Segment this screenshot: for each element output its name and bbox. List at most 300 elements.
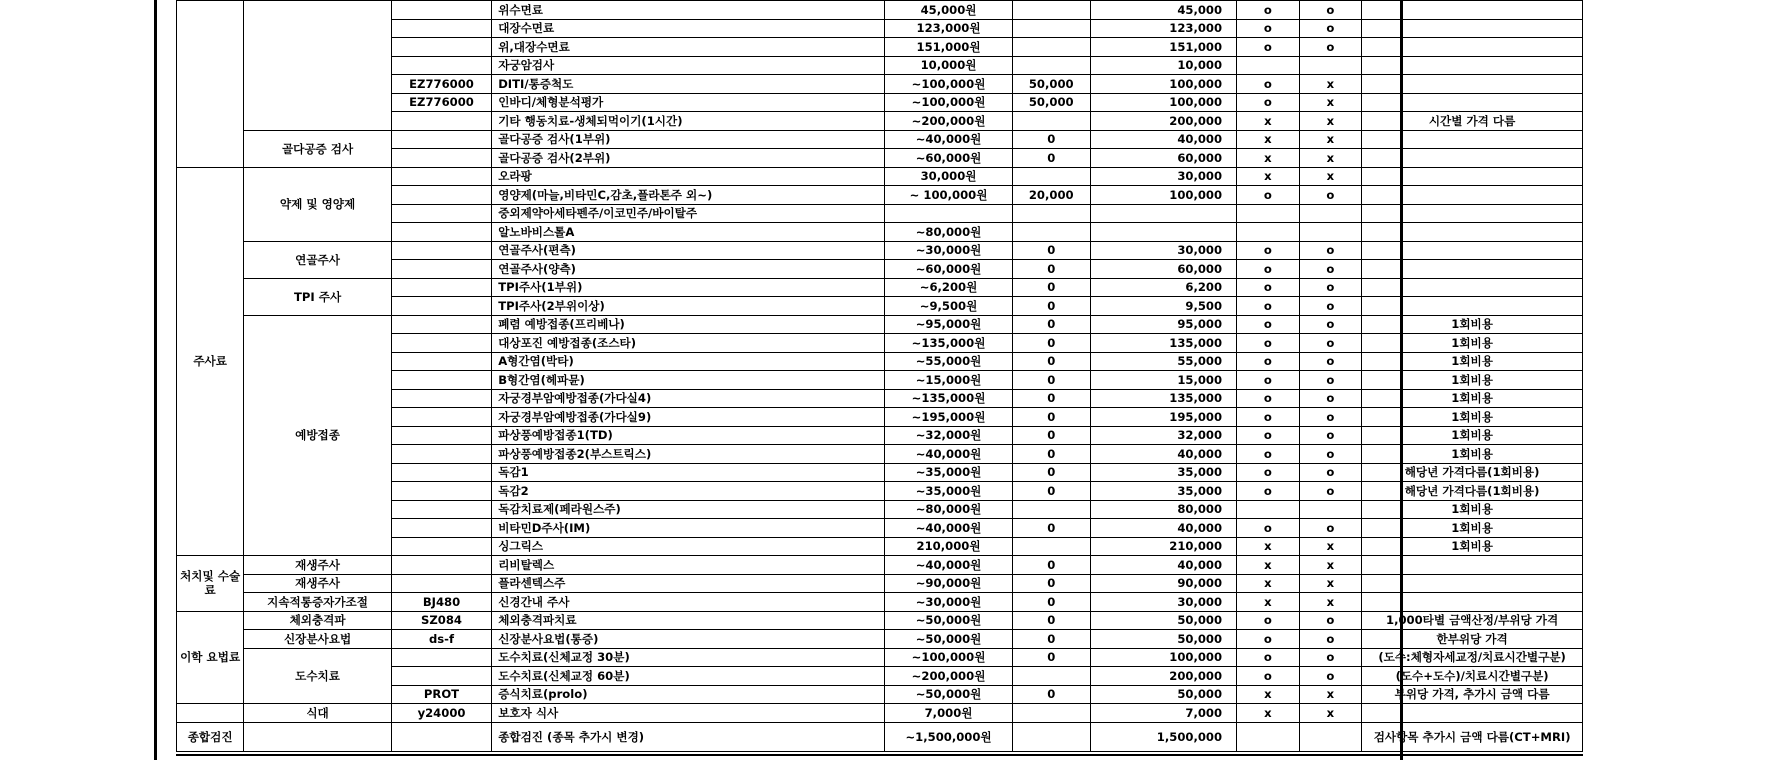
- insured-amount-cell: 0: [1012, 297, 1090, 316]
- note-cell: 1회비용: [1362, 334, 1583, 353]
- code-cell: ds-f: [391, 630, 491, 649]
- price-cell: ~90,000원: [885, 574, 1012, 593]
- note-cell: [1362, 167, 1583, 186]
- note-cell: 시간별 가격 다름: [1362, 112, 1583, 131]
- subcategory-cell: 연골주사: [244, 241, 392, 278]
- total-cell: 30,000: [1090, 167, 1236, 186]
- insured-amount-cell: [1012, 667, 1090, 686]
- item-name-cell: 도수치료(신체교정 60분): [492, 667, 885, 686]
- price-cell: 30,000원: [885, 167, 1012, 186]
- mark-b-cell: o: [1299, 278, 1362, 297]
- item-name-cell: 증식치료(prolo): [492, 685, 885, 704]
- mark-b-cell: o: [1299, 260, 1362, 279]
- code-cell: [391, 426, 491, 445]
- insured-amount-cell: 0: [1012, 685, 1090, 704]
- insured-amount-cell: [1012, 223, 1090, 242]
- note-cell: 1회비용: [1362, 389, 1583, 408]
- insured-amount-cell: 0: [1012, 611, 1090, 630]
- code-cell: [391, 648, 491, 667]
- code-cell: [391, 149, 491, 168]
- mark-a-cell: [1237, 722, 1300, 751]
- total-cell: 6,200: [1090, 278, 1236, 297]
- insured-amount-cell: [1012, 167, 1090, 186]
- insured-amount-cell: 0: [1012, 389, 1090, 408]
- note-cell: 1회비용: [1362, 537, 1583, 556]
- total-cell: 45,000: [1090, 1, 1236, 20]
- subcategory-cell: [244, 1, 392, 131]
- insured-amount-cell: 0: [1012, 593, 1090, 612]
- item-name-cell: 독감1: [492, 463, 885, 482]
- code-cell: EZ776000: [391, 93, 491, 112]
- insured-amount-cell: 0: [1012, 574, 1090, 593]
- mark-a-cell: x: [1237, 704, 1300, 723]
- item-name-cell: 체외충격파치료: [492, 611, 885, 630]
- price-cell: ~60,000원: [885, 260, 1012, 279]
- total-cell: 95,000: [1090, 315, 1236, 334]
- fee-table-sheet: [176, 0, 1583, 752]
- mark-a-cell: o: [1237, 19, 1300, 38]
- code-cell: [391, 223, 491, 242]
- price-cell: ~1,500,000원: [885, 722, 1012, 751]
- total-cell: 40,000: [1090, 445, 1236, 464]
- insured-amount-cell: [1012, 38, 1090, 57]
- mark-b-cell: o: [1299, 519, 1362, 538]
- insured-amount-cell: [1012, 704, 1090, 723]
- note-cell: [1362, 297, 1583, 316]
- price-cell: 151,000원: [885, 38, 1012, 57]
- insured-amount-cell: [1012, 56, 1090, 75]
- item-name-cell: 신경간내 주사: [492, 593, 885, 612]
- fee-row: [177, 241, 1583, 260]
- note-cell: [1362, 556, 1583, 575]
- mark-b-cell: x: [1299, 593, 1362, 612]
- non-covered-fee-table: [176, 0, 1583, 752]
- total-cell: 30,000: [1090, 241, 1236, 260]
- fee-row: [177, 574, 1583, 593]
- mark-b-cell: x: [1299, 685, 1362, 704]
- item-name-cell: 대상포진 예방접종(조스타): [492, 334, 885, 353]
- mark-a-cell: o: [1237, 278, 1300, 297]
- item-name-cell: 독감치료제(페라원스주): [492, 500, 885, 519]
- item-name-cell: 연골주사(편측): [492, 241, 885, 260]
- note-cell: 1회비용: [1362, 371, 1583, 390]
- insured-amount-cell: [1012, 1, 1090, 20]
- mark-b-cell: o: [1299, 408, 1362, 427]
- total-cell: 100,000: [1090, 648, 1236, 667]
- price-cell: ~6,200원: [885, 278, 1012, 297]
- subcategory-cell: 재생주사: [244, 574, 392, 593]
- category-cell: 처치및 수술료: [177, 556, 244, 612]
- mark-b-cell: o: [1299, 352, 1362, 371]
- item-name-cell: 리비탈렉스: [492, 556, 885, 575]
- mark-a-cell: x: [1237, 149, 1300, 168]
- mark-b-cell: o: [1299, 297, 1362, 316]
- price-cell: ~135,000원: [885, 389, 1012, 408]
- note-cell: [1362, 149, 1583, 168]
- total-cell: 40,000: [1090, 556, 1236, 575]
- price-cell: ~60,000원: [885, 149, 1012, 168]
- note-cell: [1362, 56, 1583, 75]
- total-cell: 50,000: [1090, 611, 1236, 630]
- mark-b-cell: o: [1299, 463, 1362, 482]
- fee-row: [177, 315, 1583, 334]
- price-cell: 123,000원: [885, 19, 1012, 38]
- note-cell: 부위당 가격, 추가시 금액 다름: [1362, 685, 1583, 704]
- mark-b-cell: o: [1299, 38, 1362, 57]
- code-cell: [391, 445, 491, 464]
- mark-a-cell: o: [1237, 445, 1300, 464]
- code-cell: [391, 389, 491, 408]
- note-cell: 1회비용: [1362, 426, 1583, 445]
- total-cell: 195,000: [1090, 408, 1236, 427]
- note-cell: 검사항목 추가시 금액 다름(CT+MRI): [1362, 722, 1583, 751]
- note-cell: [1362, 260, 1583, 279]
- note-cell: [1362, 574, 1583, 593]
- total-cell: 60,000: [1090, 260, 1236, 279]
- mark-a-cell: o: [1237, 426, 1300, 445]
- code-cell: PROT: [391, 685, 491, 704]
- price-cell: ~135,000원: [885, 334, 1012, 353]
- mark-a-cell: o: [1237, 38, 1300, 57]
- mark-b-cell: [1299, 722, 1362, 751]
- subcategory-cell: 식대: [244, 704, 392, 723]
- item-name-cell: 위,대장수면료: [492, 38, 885, 57]
- note-cell: 1회비용: [1362, 445, 1583, 464]
- insured-amount-cell: 0: [1012, 408, 1090, 427]
- total-cell: 80,000: [1090, 500, 1236, 519]
- price-cell: ~50,000원: [885, 611, 1012, 630]
- mark-b-cell: o: [1299, 630, 1362, 649]
- total-cell: 200,000: [1090, 667, 1236, 686]
- price-cell: ~200,000원: [885, 112, 1012, 131]
- code-cell: [391, 112, 491, 131]
- code-cell: [391, 556, 491, 575]
- note-cell: 해당년 가격다름(1회비용): [1362, 482, 1583, 501]
- price-cell: ~55,000원: [885, 352, 1012, 371]
- mark-a-cell: x: [1237, 574, 1300, 593]
- total-cell: 35,000: [1090, 482, 1236, 501]
- mark-a-cell: o: [1237, 648, 1300, 667]
- mark-a-cell: o: [1237, 408, 1300, 427]
- note-cell: 1회비용: [1362, 408, 1583, 427]
- category-cell: [177, 1, 244, 168]
- mark-a-cell: o: [1237, 315, 1300, 334]
- note-cell: [1362, 241, 1583, 260]
- total-cell: 35,000: [1090, 463, 1236, 482]
- code-cell: EZ776000: [391, 75, 491, 94]
- code-cell: [391, 371, 491, 390]
- mark-b-cell: x: [1299, 149, 1362, 168]
- mark-a-cell: o: [1237, 463, 1300, 482]
- code-cell: [391, 241, 491, 260]
- item-name-cell: 폐렴 예방접종(프리베나): [492, 315, 885, 334]
- mark-a-cell: o: [1237, 611, 1300, 630]
- mark-a-cell: [1237, 204, 1300, 223]
- price-cell: ~95,000원: [885, 315, 1012, 334]
- insured-amount-cell: 50,000: [1012, 93, 1090, 112]
- mark-a-cell: o: [1237, 93, 1300, 112]
- total-cell: 40,000: [1090, 519, 1236, 538]
- mark-a-cell: o: [1237, 75, 1300, 94]
- item-name-cell: 비타민D주사(IM): [492, 519, 885, 538]
- price-cell: ~100,000원: [885, 648, 1012, 667]
- price-cell: ~35,000원: [885, 463, 1012, 482]
- insured-amount-cell: 0: [1012, 426, 1090, 445]
- mark-b-cell: [1299, 500, 1362, 519]
- mark-b-cell: x: [1299, 537, 1362, 556]
- mark-b-cell: o: [1299, 315, 1362, 334]
- mark-b-cell: o: [1299, 241, 1362, 260]
- code-cell: [391, 519, 491, 538]
- mark-a-cell: o: [1237, 371, 1300, 390]
- price-cell: 210,000원: [885, 537, 1012, 556]
- code-cell: [391, 297, 491, 316]
- total-cell: 1,500,000: [1090, 722, 1236, 751]
- insured-amount-cell: 0: [1012, 556, 1090, 575]
- insured-amount-cell: [1012, 204, 1090, 223]
- insured-amount-cell: 0: [1012, 149, 1090, 168]
- code-cell: [391, 574, 491, 593]
- total-cell: 90,000: [1090, 574, 1236, 593]
- total-cell: 10,000: [1090, 56, 1236, 75]
- insured-amount-cell: 0: [1012, 630, 1090, 649]
- code-cell: [391, 667, 491, 686]
- item-name-cell: 독감2: [492, 482, 885, 501]
- item-name-cell: 영양제(마늘,비타민C,감초,플라톤주 외~): [492, 186, 885, 205]
- insured-amount-cell: 0: [1012, 648, 1090, 667]
- fee-row: [177, 648, 1583, 667]
- total-cell: 100,000: [1090, 75, 1236, 94]
- fee-row: [177, 278, 1583, 297]
- item-name-cell: 인바디/체형분석평가: [492, 93, 885, 112]
- insured-amount-cell: 0: [1012, 260, 1090, 279]
- mark-a-cell: o: [1237, 334, 1300, 353]
- subcategory-cell: 체외충격파: [244, 611, 392, 630]
- total-cell: 30,000: [1090, 593, 1236, 612]
- note-cell: [1362, 1, 1583, 20]
- note-cell: 1,000타별 금액산정/부위당 가격: [1362, 611, 1583, 630]
- total-cell: 60,000: [1090, 149, 1236, 168]
- insured-amount-cell: [1012, 537, 1090, 556]
- code-cell: [391, 186, 491, 205]
- item-name-cell: 중외제약아세타펜주/이코민주/바이탈주: [492, 204, 885, 223]
- insured-amount-cell: 0: [1012, 445, 1090, 464]
- insured-amount-cell: 0: [1012, 482, 1090, 501]
- insured-amount-cell: [1012, 19, 1090, 38]
- mark-a-cell: o: [1237, 241, 1300, 260]
- code-cell: [391, 482, 491, 501]
- mark-b-cell: x: [1299, 75, 1362, 94]
- insured-amount-cell: 20,000: [1012, 186, 1090, 205]
- total-cell: 100,000: [1090, 186, 1236, 205]
- price-cell: ~30,000원: [885, 241, 1012, 260]
- subcategory-cell: 신장분사요법: [244, 630, 392, 649]
- item-name-cell: 기타 행동치료-생체되먹이기(1시간): [492, 112, 885, 131]
- item-name-cell: 오라팡: [492, 167, 885, 186]
- insured-amount-cell: 0: [1012, 463, 1090, 482]
- subcategory-cell: 도수치료: [244, 648, 392, 704]
- total-cell: 200,000: [1090, 112, 1236, 131]
- mark-b-cell: o: [1299, 426, 1362, 445]
- code-cell: [391, 38, 491, 57]
- price-cell: 10,000원: [885, 56, 1012, 75]
- code-cell: [391, 315, 491, 334]
- mark-b-cell: o: [1299, 648, 1362, 667]
- total-cell: 100,000: [1090, 93, 1236, 112]
- price-cell: [885, 204, 1012, 223]
- fee-row: [177, 1, 1583, 20]
- category-cell: [177, 704, 244, 723]
- mark-b-cell: [1299, 223, 1362, 242]
- mark-a-cell: x: [1237, 537, 1300, 556]
- code-cell: [391, 500, 491, 519]
- total-cell: 50,000: [1090, 685, 1236, 704]
- subcategory-cell: 약제 및 영양제: [244, 167, 392, 241]
- insured-amount-cell: 50,000: [1012, 75, 1090, 94]
- total-cell: 55,000: [1090, 352, 1236, 371]
- total-cell: 50,000: [1090, 630, 1236, 649]
- fee-row: [177, 722, 1583, 751]
- item-name-cell: TPI주사(2부위이상): [492, 297, 885, 316]
- total-cell: 15,000: [1090, 371, 1236, 390]
- mark-a-cell: o: [1237, 667, 1300, 686]
- fee-row: [177, 704, 1583, 723]
- item-name-cell: TPI주사(1부위): [492, 278, 885, 297]
- item-name-cell: A형간염(박타): [492, 352, 885, 371]
- total-cell: 210,000: [1090, 537, 1236, 556]
- mark-a-cell: o: [1237, 186, 1300, 205]
- price-cell: ~40,000원: [885, 519, 1012, 538]
- subcategory-cell: 예방접종: [244, 315, 392, 556]
- code-cell: [391, 167, 491, 186]
- price-cell: ~200,000원: [885, 667, 1012, 686]
- mark-a-cell: [1237, 500, 1300, 519]
- code-cell: [391, 463, 491, 482]
- fee-row: [177, 593, 1583, 612]
- mark-a-cell: o: [1237, 630, 1300, 649]
- note-cell: 1회비용: [1362, 352, 1583, 371]
- total-cell: 9,500: [1090, 297, 1236, 316]
- note-cell: [1362, 38, 1583, 57]
- total-cell: [1090, 204, 1236, 223]
- price-cell: 45,000원: [885, 1, 1012, 20]
- insured-amount-cell: 0: [1012, 352, 1090, 371]
- price-cell: ~50,000원: [885, 630, 1012, 649]
- code-cell: [391, 352, 491, 371]
- total-cell: 7,000: [1090, 704, 1236, 723]
- code-cell: [391, 537, 491, 556]
- note-cell: (도수:체형자세교정/치료시간별구분): [1362, 648, 1583, 667]
- mark-b-cell: o: [1299, 667, 1362, 686]
- mark-b-cell: [1299, 56, 1362, 75]
- fee-row: [177, 167, 1583, 186]
- total-cell: 151,000: [1090, 38, 1236, 57]
- code-cell: [391, 204, 491, 223]
- price-cell: ~80,000원: [885, 223, 1012, 242]
- fee-row: [177, 556, 1583, 575]
- mark-b-cell: [1299, 204, 1362, 223]
- note-cell: 해당년 가격다름(1회비용): [1362, 463, 1583, 482]
- note-cell: [1362, 75, 1583, 94]
- mark-a-cell: x: [1237, 130, 1300, 149]
- note-cell: 1회비용: [1362, 315, 1583, 334]
- mark-b-cell: o: [1299, 186, 1362, 205]
- subcategory-cell: [244, 722, 392, 751]
- price-cell: ~15,000원: [885, 371, 1012, 390]
- mark-a-cell: x: [1237, 685, 1300, 704]
- mark-b-cell: o: [1299, 611, 1362, 630]
- price-cell: ~32,000원: [885, 426, 1012, 445]
- price-cell: 7,000원: [885, 704, 1012, 723]
- mark-b-cell: o: [1299, 482, 1362, 501]
- item-name-cell: 종합검진 (종목 추가시 변경): [492, 722, 885, 751]
- category-cell: 이학 요법료: [177, 611, 244, 704]
- mark-a-cell: o: [1237, 297, 1300, 316]
- code-cell: [391, 19, 491, 38]
- code-cell: [391, 56, 491, 75]
- item-name-cell: 자궁경부암예방접종(가다실9): [492, 408, 885, 427]
- price-cell: ~40,000원: [885, 130, 1012, 149]
- note-cell: [1362, 186, 1583, 205]
- note-cell: [1362, 93, 1583, 112]
- mark-a-cell: [1237, 223, 1300, 242]
- code-cell: [391, 722, 491, 751]
- mark-b-cell: x: [1299, 112, 1362, 131]
- mark-b-cell: o: [1299, 19, 1362, 38]
- item-name-cell: B형간염(헤파뮨): [492, 371, 885, 390]
- mark-a-cell: x: [1237, 593, 1300, 612]
- note-cell: [1362, 19, 1583, 38]
- code-cell: [391, 408, 491, 427]
- left-page-border: [154, 0, 157, 760]
- subcategory-cell: 골다공증 검사: [244, 130, 392, 167]
- code-cell: y24000: [391, 704, 491, 723]
- item-name-cell: 파상풍예방접종2(부스트릭스): [492, 445, 885, 464]
- price-cell: ~40,000원: [885, 445, 1012, 464]
- mark-a-cell: o: [1237, 1, 1300, 20]
- note-cell: [1362, 278, 1583, 297]
- note-cell: [1362, 130, 1583, 149]
- note-cell: 1회비용: [1362, 519, 1583, 538]
- insured-amount-cell: 0: [1012, 519, 1090, 538]
- fee-row: [177, 630, 1583, 649]
- item-name-cell: 골다공증 검사(2부위): [492, 149, 885, 168]
- insured-amount-cell: [1012, 112, 1090, 131]
- fee-row: [177, 611, 1583, 630]
- item-name-cell: 싱그릭스: [492, 537, 885, 556]
- total-cell: 123,000: [1090, 19, 1236, 38]
- table-bottom-border: [176, 754, 1583, 756]
- note-cell: [1362, 704, 1583, 723]
- mark-a-cell: o: [1237, 260, 1300, 279]
- mark-a-cell: x: [1237, 112, 1300, 131]
- mark-b-cell: x: [1299, 574, 1362, 593]
- total-cell: 40,000: [1090, 130, 1236, 149]
- price-cell: ~9,500원: [885, 297, 1012, 316]
- price-cell: ~40,000원: [885, 556, 1012, 575]
- code-cell: [391, 334, 491, 353]
- insured-amount-cell: [1012, 500, 1090, 519]
- total-cell: 32,000: [1090, 426, 1236, 445]
- price-cell: ~30,000원: [885, 593, 1012, 612]
- fee-row: [177, 130, 1583, 149]
- mark-a-cell: o: [1237, 389, 1300, 408]
- price-cell: ~ 100,000원: [885, 186, 1012, 205]
- total-cell: [1090, 223, 1236, 242]
- code-cell: [391, 278, 491, 297]
- mark-b-cell: x: [1299, 556, 1362, 575]
- item-name-cell: 대장수면료: [492, 19, 885, 38]
